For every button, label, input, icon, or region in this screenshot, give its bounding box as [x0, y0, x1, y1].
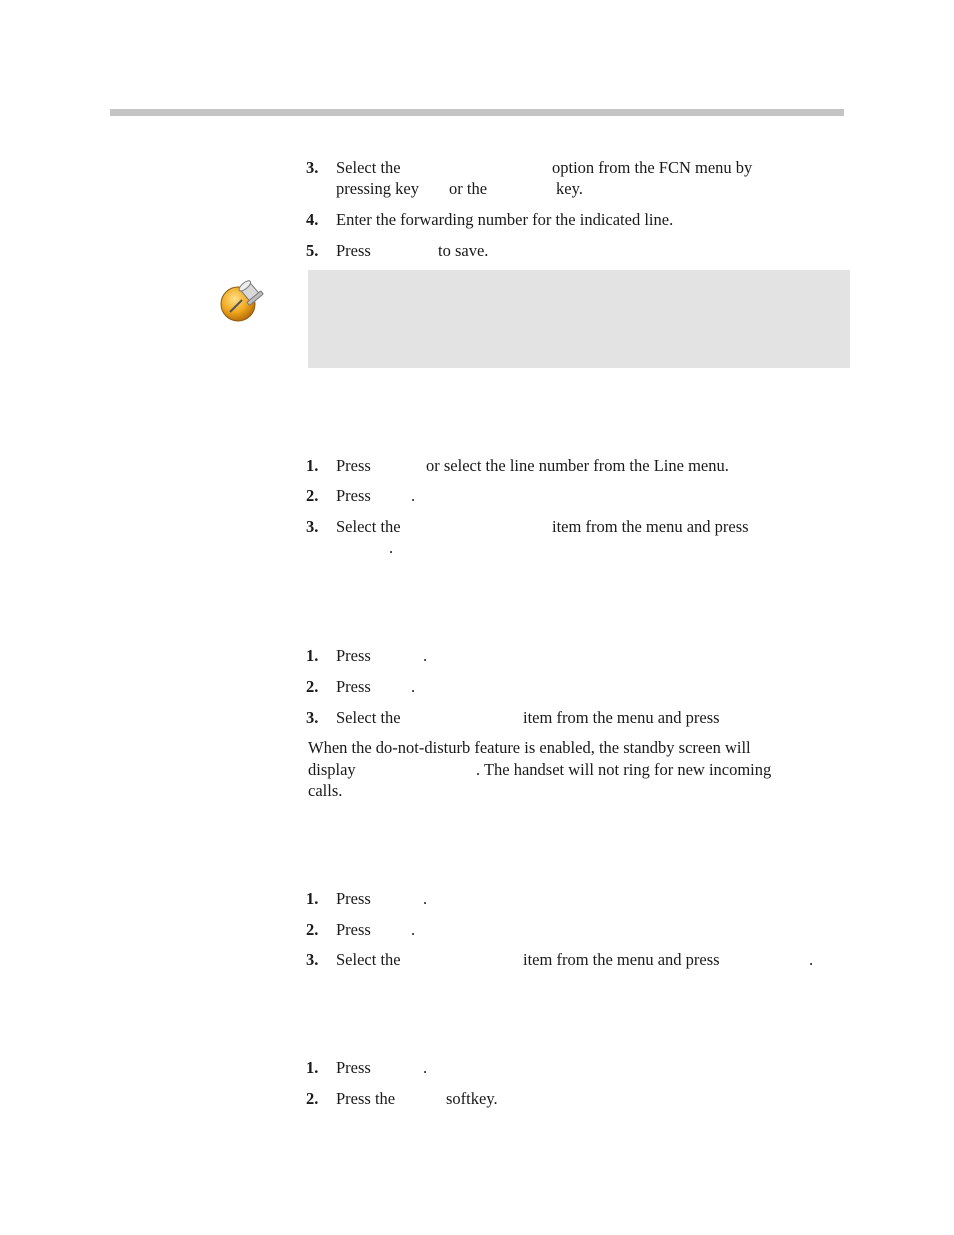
paragraph-text: When the do-not-disturb feature is enabled, the standby screen will — [308, 738, 751, 757]
step-text: Press the — [336, 1089, 396, 1108]
paragraph-text: calls. — [308, 781, 343, 800]
paragraph-text: . The handset will not ring for new incoming — [476, 760, 772, 779]
step-text: Press — [336, 241, 371, 260]
step-number: 2. — [306, 920, 319, 939]
step-text: Select the — [336, 158, 401, 177]
step-number: 3. — [306, 708, 319, 727]
step-text: Press — [336, 486, 371, 505]
step-text: Press — [336, 1058, 371, 1077]
step-text: . — [809, 950, 814, 969]
step-number: 2. — [306, 1089, 319, 1108]
pushpin-note-icon — [218, 280, 264, 324]
header-bar — [110, 109, 844, 116]
step-text: Press — [336, 646, 371, 665]
note-box — [308, 270, 850, 368]
step-number: 1. — [306, 456, 319, 475]
step-text: . — [423, 646, 428, 665]
step-number: 3. — [306, 950, 319, 969]
step-text: . — [389, 538, 394, 557]
step-text: . — [423, 1058, 428, 1077]
paragraph-text: display — [308, 760, 356, 779]
step-number: 1. — [306, 1058, 319, 1077]
step-text: softkey. — [446, 1089, 498, 1108]
step-text: option from the FCN menu by — [552, 158, 753, 177]
step-number: 2. — [306, 486, 319, 505]
step-number: 5. — [306, 241, 319, 260]
step-text: key. — [556, 179, 583, 198]
step-number: 3. — [306, 158, 319, 177]
step-text: or select the line number from the Line menu. — [426, 456, 729, 475]
step-text: . — [411, 486, 416, 505]
step-text: Press — [336, 677, 371, 696]
step-text: . — [411, 677, 416, 696]
step-text: . — [411, 920, 416, 939]
step-text: Press — [336, 889, 371, 908]
step-text: item from the menu and press — [552, 517, 749, 536]
step-number: 1. — [306, 646, 319, 665]
step-number: 3. — [306, 517, 319, 536]
step-text: pressing key — [336, 179, 419, 198]
step-text: item from the menu and press — [523, 708, 720, 727]
step-text: to save. — [438, 241, 489, 260]
step-number: 2. — [306, 677, 319, 696]
step-text: . — [423, 889, 428, 908]
step-text: Select the — [336, 950, 401, 969]
step-text: Select the — [336, 517, 401, 536]
step-text: Select the — [336, 708, 401, 727]
step-text: Press — [336, 920, 371, 939]
step-text: item from the menu and press — [523, 950, 720, 969]
step-text: Enter the forwarding number for the indicated line. — [336, 210, 674, 229]
step-number: 1. — [306, 889, 319, 908]
step-text: or the — [449, 179, 488, 198]
step-number: 4. — [306, 210, 319, 229]
step-text: Press — [336, 456, 371, 475]
